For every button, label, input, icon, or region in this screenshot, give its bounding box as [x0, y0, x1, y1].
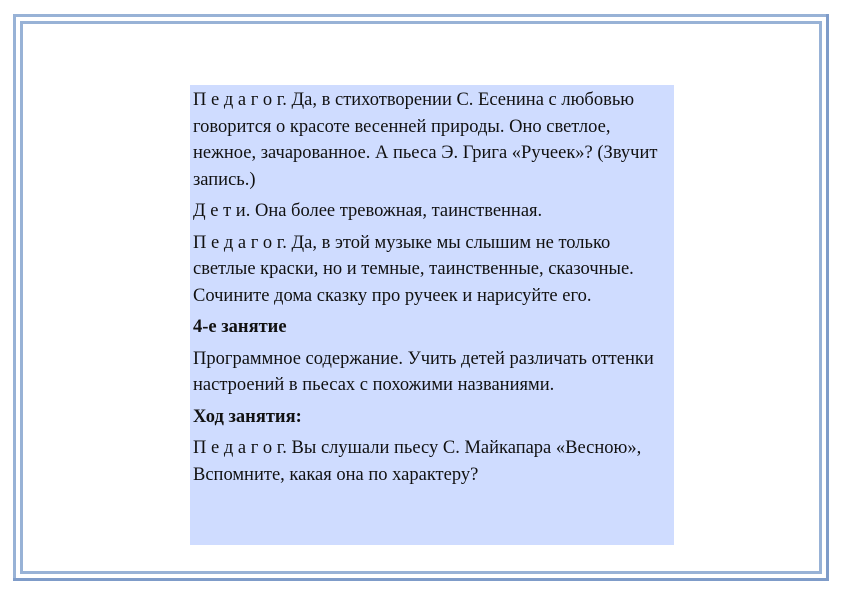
lesson-progress-heading: Ход занятия:	[193, 406, 302, 427]
frame-shadow-right	[826, 14, 829, 581]
paragraph-teacher-3	[193, 435, 670, 488]
speaker-label: П е д а г о г.	[193, 232, 287, 253]
frame-shadow-bottom	[13, 578, 829, 581]
lesson-heading: 4-е занятие	[193, 317, 287, 337]
text-block	[190, 85, 674, 545]
paragraph-children	[193, 198, 670, 225]
speaker-label: Д е т и.	[193, 201, 251, 221]
paragraph-text: Вы слушали пьесу С. Майкапара «Весною», Вспомните, какая она по характеру?	[193, 438, 642, 485]
paragraph-text: Да, в стихотворении С. Есенина с любовью говорится о красоте весенней природы. Оно светлое, нежное, зачарованное. А пьеса Э. Грига «Ручеек»? (Звучит запись.)	[193, 90, 658, 190]
speaker-label: П е д а г о г.	[193, 438, 287, 458]
speaker-label: П е д а г о г.	[193, 90, 287, 110]
paragraph-teacher-2	[193, 230, 670, 310]
paragraph-teacher-1	[193, 87, 670, 193]
paragraph-text: Она более тревожная, таинственная.	[250, 201, 543, 221]
program-content-paragraph: Программное содержание. Учить детей различать оттенки настроений в пьесах с похожими названиями.	[193, 348, 654, 395]
paragraph-text: Да, в этой музыке мы слышим не только светлые краски, но и темные, таинственные, сказочные. Сочините дома сказку про ручеек и нарисуйте его.	[193, 232, 634, 306]
